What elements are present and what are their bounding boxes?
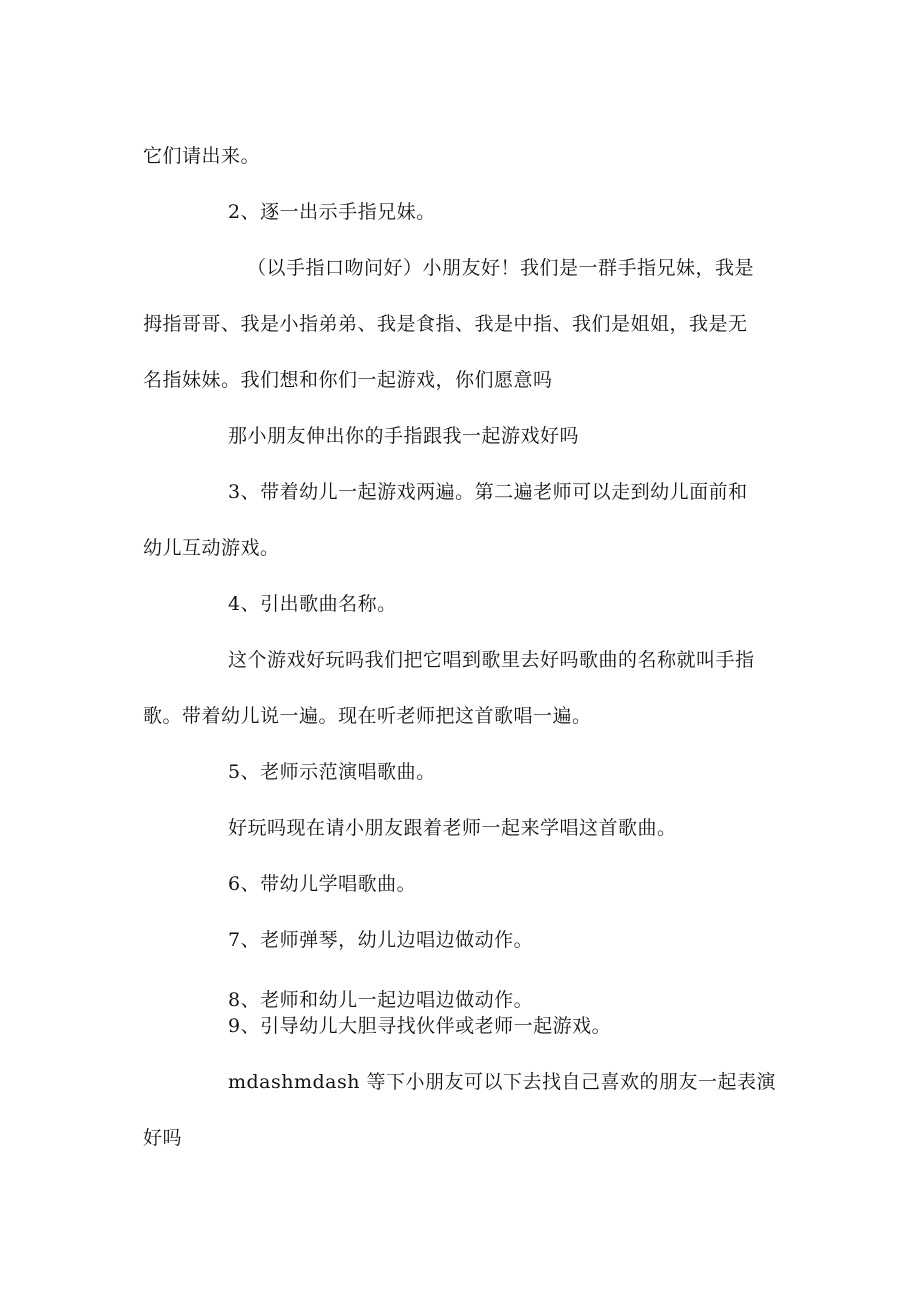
paragraph-line: 它们请出来。 [143,145,261,167]
step-9-heading: 9、引导幼儿大胆寻找伙伴或老师一起游戏。 [228,1015,612,1037]
step-2-heading: 2、逐一出示手指兄妹。 [228,201,436,223]
step-7-heading: 7、老师弹琴，幼儿边唱边做动作。 [228,929,534,951]
paragraph-line: 好吗 [143,1127,183,1149]
step-4-heading: 4、引出歌曲名称。 [228,593,397,615]
paragraph-line: 那小朋友伸出你的手指跟我一起游戏好吗 [228,425,580,447]
paragraph-line: 好玩吗现在请小朋友跟着老师一起来学唱这首歌曲。 [228,817,677,839]
step-8-heading: 8、老师和幼儿一起边唱边做动作。 [228,989,534,1011]
paragraph-line: 歌。带着幼儿说一遍。现在听老师把这首歌唱一遍。 [143,705,592,727]
paragraph-line: 幼儿互动游戏。 [143,537,280,559]
paragraph-line: 这个游戏好玩吗我们把它唱到歌里去好吗歌曲的名称就叫手指 [228,649,755,671]
paragraph-line: 名指妹妹。我们想和你们一起游戏，你们愿意吗 [143,369,553,391]
step-6-heading: 6、带幼儿学唱歌曲。 [228,873,417,895]
step-5-heading: 5、老师示范演唱歌曲。 [228,761,436,783]
paragraph-line: （以手指口吻问好）小朋友好！我们是一群手指兄妹，我是 [247,257,755,279]
step-3-heading: 3、带着幼儿一起游戏两遍。第二遍老师可以走到幼儿面前和 [228,481,748,503]
paragraph-line: 拇指哥哥、我是小指弟弟、我是食指、我是中指、我们是姐姐，我是无 [143,313,748,335]
paragraph-line: mdashmdash 等下小朋友可以下去找自己喜欢的朋友一起表演 [228,1071,777,1093]
